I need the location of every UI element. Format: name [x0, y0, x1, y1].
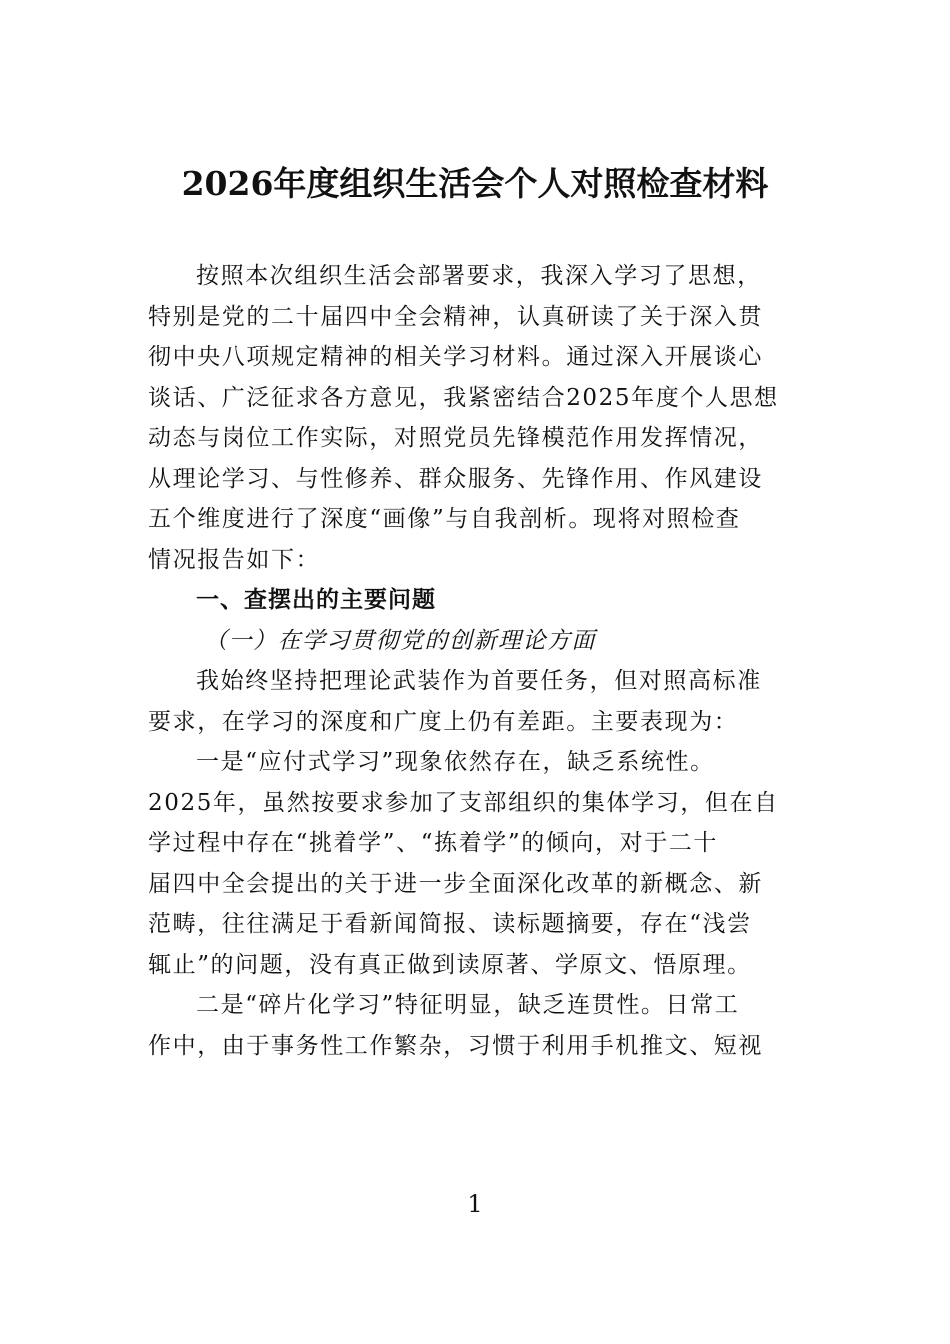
document-title: 2026年度组织生活会个人对照检查材料: [181, 164, 769, 203]
paragraph-line: 范畴，往往满足于看新闻简报、读标题摘要，存在“浅尝: [148, 911, 752, 937]
paragraph-line: 二是“碎片化学习”特征明显，缺乏连贯性。日常工: [196, 992, 740, 1018]
paragraph-line: 2025年，虽然按要求参加了支部组织的集体学习，但在自: [148, 789, 779, 816]
paragraph-line: 特别是党的二十届四中全会精神，认真研读了关于深入贯: [148, 303, 763, 330]
paragraph-line: 要求，在学习的深度和广度上仍有差距。主要表现为：: [148, 708, 739, 735]
subsection-heading: （一）在学习贯彻党的创新理论方面: [204, 627, 596, 654]
paragraph-line: 彻中央八项规定精神的相关学习材料。通过深入开展谈心: [148, 344, 763, 370]
paragraph-line: 按照本次组织生活会部署要求，我深入学习了思想，: [196, 263, 762, 289]
page-number: 1: [467, 1190, 483, 1218]
paragraph-line: 五个维度进行了深度“画像”与自我剖析。现将对照检查: [148, 506, 741, 532]
paragraph-line: 谈话、广泛征求各方意见，我紧密结合2025年度个人思想: [148, 384, 779, 411]
paragraph-line: 辄止”的问题，没有真正做到读原著、学原文、悟原理。: [148, 951, 752, 978]
paragraph-line: 届四中全会提出的关于进一步全面深化改革的新概念、新: [148, 870, 763, 897]
paragraph-line: 一是“应付式学习”现象依然存在，缺乏系统性。: [196, 749, 715, 775]
section-heading: 一、查摆出的主要问题: [196, 587, 436, 613]
paragraph-line: 动态与岗位工作实际，对照党员先锋模范作用发挥情况，: [148, 425, 763, 451]
paragraph-line: 作中，由于事务性工作繁杂，习惯于利用手机推文、短视: [148, 1032, 763, 1059]
paragraph-line: 我始终坚持把理论武装作为首要任务，但对照高标准: [196, 668, 762, 694]
paragraph-line: 情况报告如下：: [148, 546, 321, 573]
paragraph-line: 从理论学习、与性修养、群众服务、先锋作用、作风建设: [148, 465, 763, 492]
document-body: [148, 256, 798, 1066]
paragraph-line: 学过程中存在“挑着学”、“拣着学”的倾向，对于二十: [148, 830, 719, 856]
